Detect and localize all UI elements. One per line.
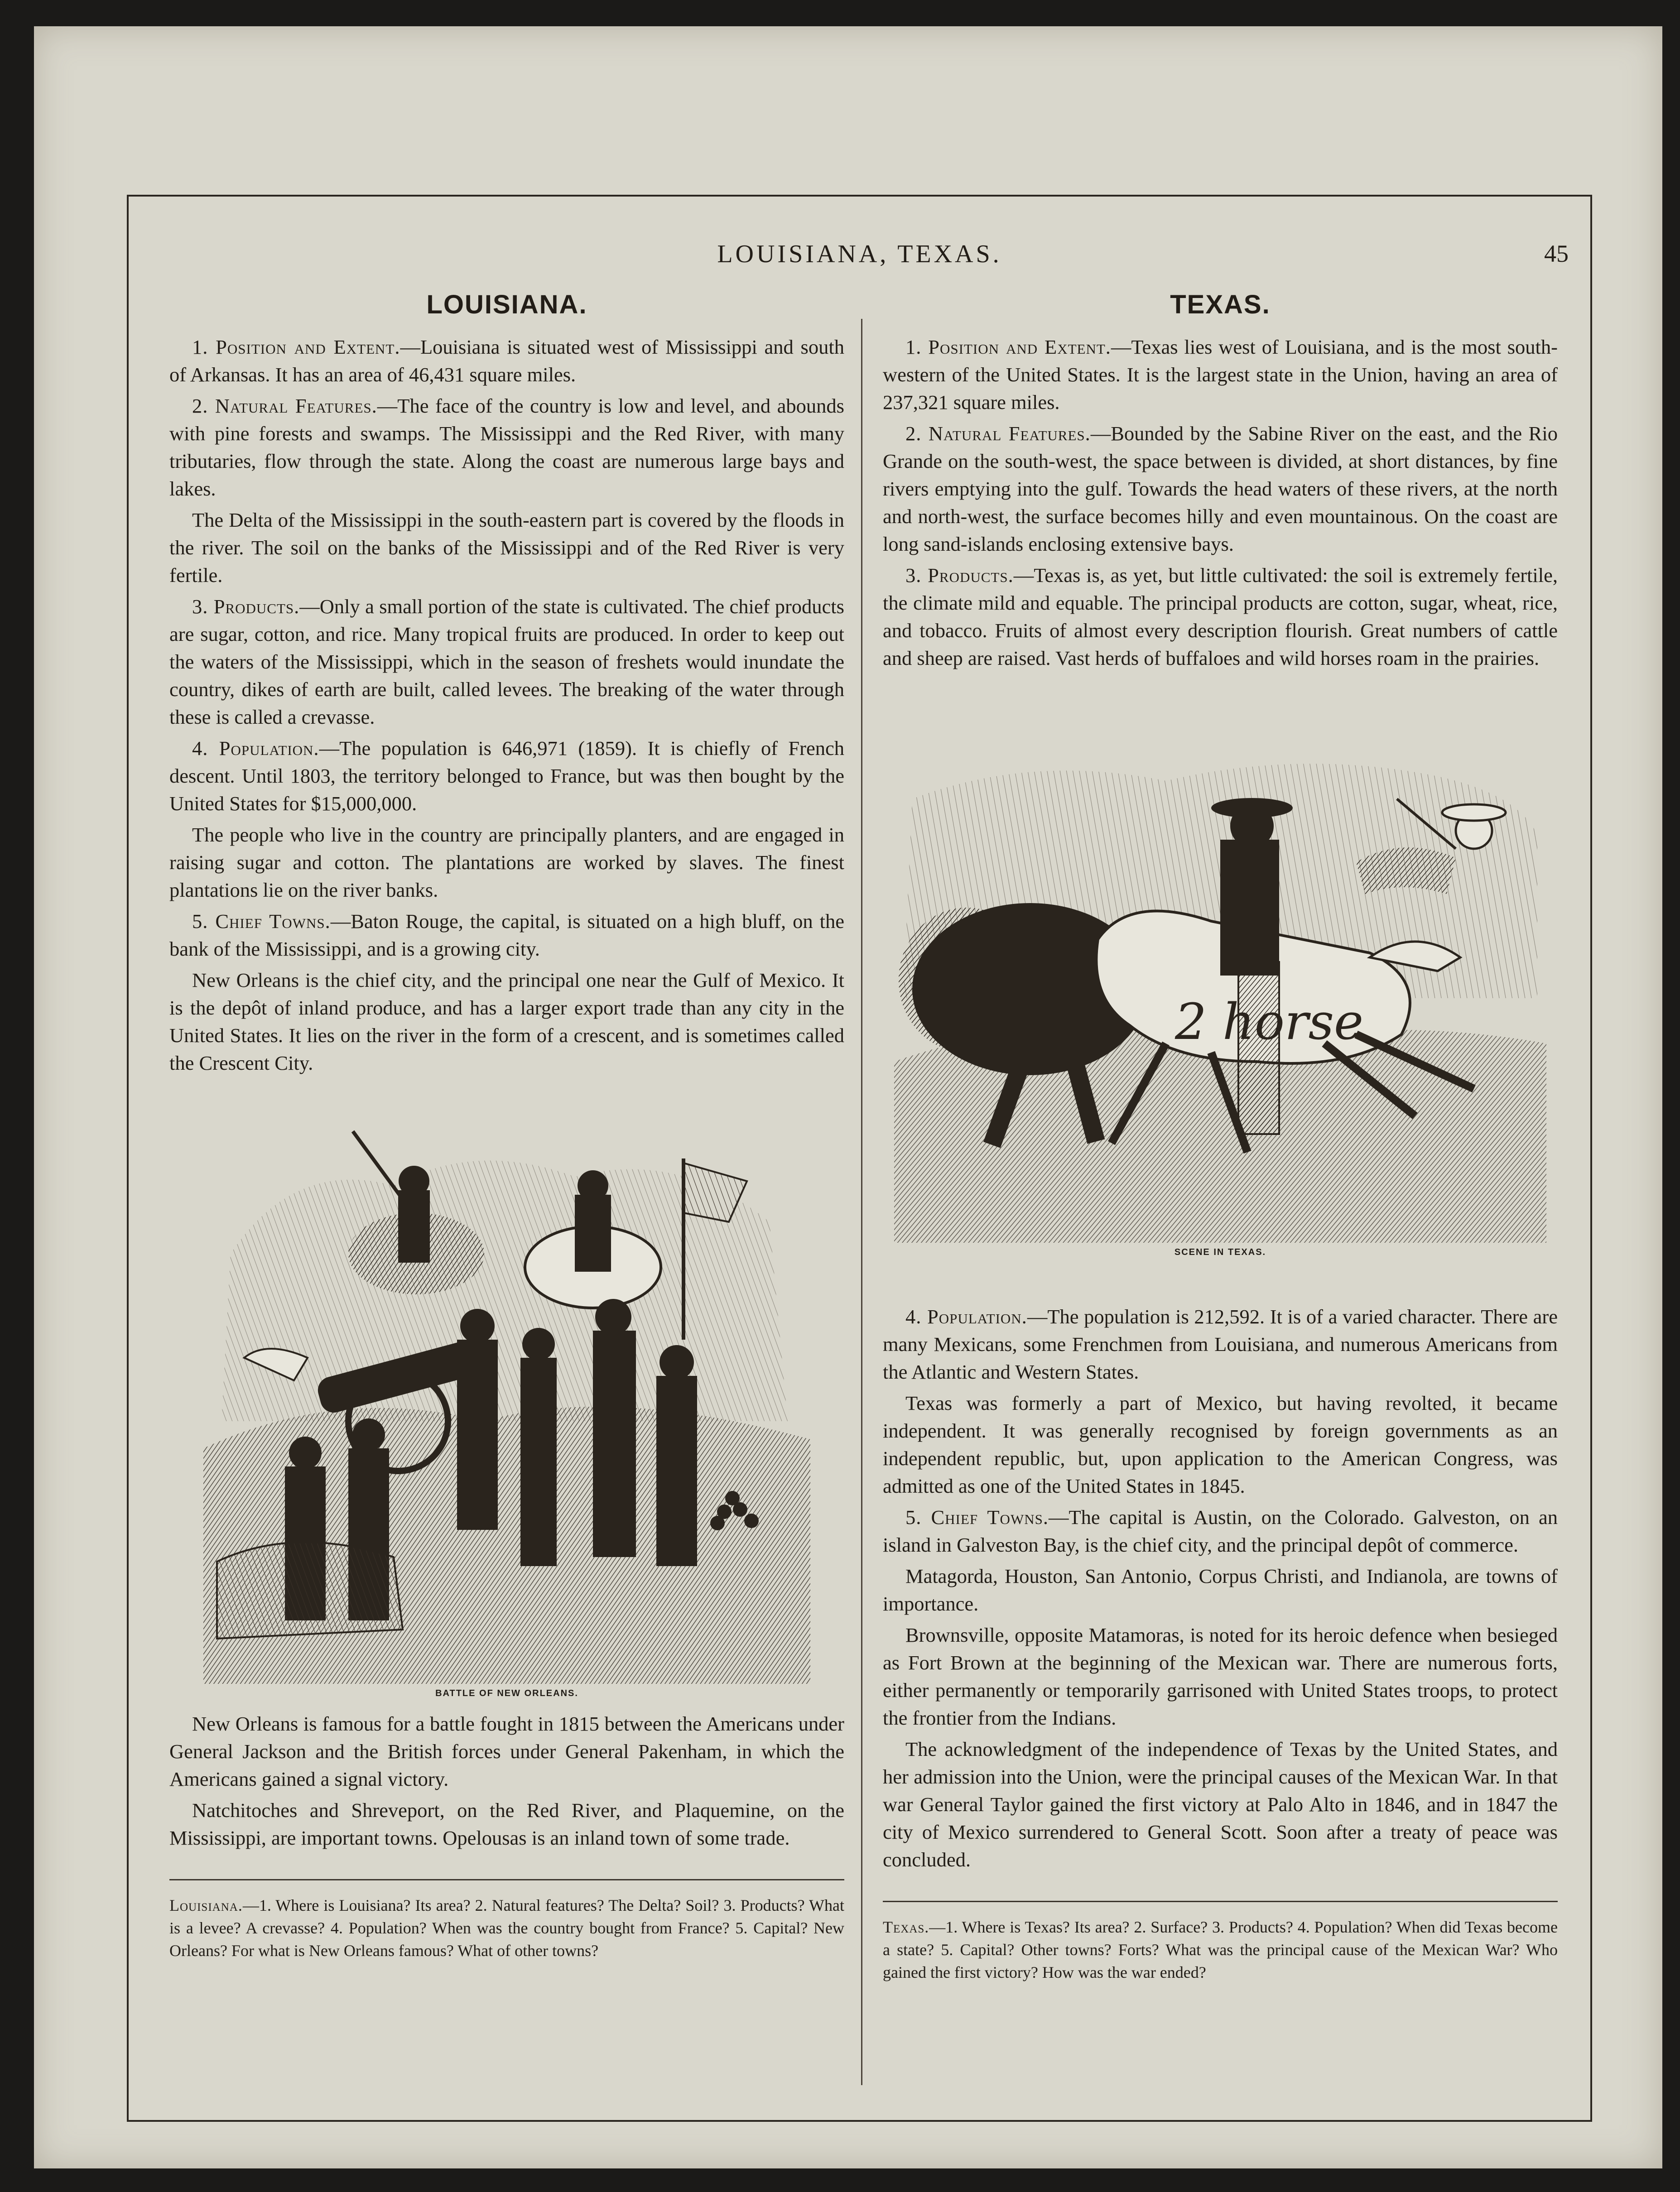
paragraph — [883, 1303, 1558, 1386]
paragraph-text: —Louisiana is situated west of Mississippi and south of Arkansas. It has an area of 46,431 square miles. — [169, 336, 844, 386]
questions-rule — [883, 1901, 1558, 1902]
paragraph-text: New Orleans is famous for a battle fought in 1815 between the Americans under General Jackson and the British forces under General Pakenham, in which the Americans gained a signal victory. — [169, 1712, 844, 1790]
paragraph — [169, 593, 844, 731]
questions-body: —1. Where is Texas? Its area? 2. Surface? 3. Products? 4. Population? When did Texas become a state? 5. Capital? Other towns? Forts? What was the principal cause of the Mexican War? Who gained the first victory? How was the war ended? — [883, 1918, 1558, 1981]
section-label: 3. Products. — [905, 564, 1014, 586]
texas-engraving-figure — [883, 745, 1558, 1258]
paragraph-text: —The population is 212,592. It is of a varied character. There are many Mexicans, some Frenchmen from Louisiana, and numerous Americans from the Atlantic and Western States. — [883, 1305, 1558, 1383]
paragraph-text: The people who live in the country are principally planters, and are engaged in raising sugar and cotton. The plantations are worked by slaves. The finest plantations lie on the river banks. — [169, 823, 844, 901]
paragraph-text: Natchitoches and Shreveport, on the Red River, and Plaquemine, on the Mississippi, are important towns. Opelousas is an inland town of some trade. — [169, 1799, 844, 1849]
book-page — [34, 26, 1662, 2168]
paragraph-text: —Baton Rouge, the capital, is situated on a high bluff, on the bank of the Mississippi, and is a growing city. — [169, 910, 844, 960]
paragraph-text: —Bounded by the Sabine River on the east, and the Rio Grande on the south-west, the space between is divided, at short distances, by fine rivers emptying into the gulf. Towards the head waters of these rivers, at the north and north-west, the surface becomes hilly and even mountainous. On the coast are long sand-islands enclosing extensive bays. — [883, 422, 1558, 555]
paragraph — [169, 908, 844, 963]
paragraph — [883, 1562, 1558, 1618]
questions-label: Texas. — [883, 1918, 929, 1936]
paragraph — [883, 562, 1558, 672]
questions-label: Louisiana. — [169, 1896, 243, 1914]
paragraph — [169, 1797, 844, 1852]
paragraph-text: —The face of the country is low and level, and abounds with pine forests and swamps. The Mississippi and the Red River, with many tributaries, flow through the state. Along the coast are numerous large bays and lakes. — [169, 394, 844, 500]
paragraph-text: —Only a small portion of the state is cultivated. The chief products are sugar, cotton, and rice. Many tropical fruits are produced. In order to keep out the waters of the Mississippi, which in the season of freshets would inundate the country, dikes of earth are built, called levees. The breaking of the water through these is called a crevasse. — [169, 595, 844, 728]
paragraph — [169, 392, 844, 503]
paragraph — [883, 1621, 1558, 1732]
paragraph-text: Brownsville, opposite Matamoras, is noted for its heroic defence when besieged as Fort Brown at the beginning of the Mexican war. There are numerous forts, either permanently or temporarily garrisoned with United States troops, to protect the frontier from the Indians. — [883, 1624, 1558, 1729]
paragraph-text: —Texas lies west of Louisiana, and is the most south-western of the United States. It is the largest state in the Union, having an area of 237,321 square miles. — [883, 336, 1558, 413]
handwritten-annotation: 2 horse — [1175, 993, 1364, 1051]
texas-column — [883, 289, 1558, 1987]
paragraph-text: New Orleans is the chief city, and the principal one near the Gulf of Mexico. It is the depôt of inland produce, and has a larger export trade than any city in the United States. It lies on the river in the form of a crescent, and is sometimes called the Crescent City. — [169, 969, 844, 1074]
paragraph-text: —Texas is, as yet, but little cultivated: the soil is extremely fertile, the climate mild and equable. The principal products are cotton, sugar, wheat, rice, and tobacco. Fruits of almost every description flourish. Great numbers of cattle and sheep are raised. Vast herds of buffaloes and wild horses roam in the prairies. — [883, 564, 1558, 669]
paragraph — [883, 420, 1558, 558]
questions-rule — [169, 1879, 844, 1880]
section-label: 1. Position and Extent. — [192, 336, 400, 358]
scene-in-texas-engraving — [894, 745, 1546, 1243]
louisiana-column — [169, 289, 844, 1966]
battle-figure-caption: BATTLE OF NEW ORLEANS. — [435, 1688, 578, 1698]
paragraph-text: The Delta of the Mississippi in the south-eastern part is covered by the floods in the river. The soil on the banks of the Mississippi and of the Red River is very fertile. — [169, 509, 844, 586]
paragraph — [169, 821, 844, 904]
paragraph — [169, 735, 844, 817]
running-title: LOUISIANA, TEXAS. — [717, 240, 1002, 268]
texas-figure-caption: SCENE IN TEXAS. — [1174, 1247, 1266, 1257]
paragraph — [169, 1710, 844, 1793]
battle-of-new-orleans-engraving — [203, 1104, 810, 1684]
questions-text — [883, 1916, 1558, 1984]
questions-text — [169, 1894, 844, 1962]
section-label: 3. Products. — [192, 595, 300, 618]
section-label: 1. Position and Extent. — [905, 336, 1111, 358]
paragraph — [883, 333, 1558, 416]
paragraph — [883, 1735, 1558, 1874]
paragraph-text: The acknowledgment of the independence of Texas by the United States, and her admission into the Union, were the principal causes of the Mexican War. In that war General Taylor gained the first victory at Palo Alto in 1846, and in 1847 the city of Mexico surrendered to General Scott. Soon after a treaty of peace was concluded. — [883, 1738, 1558, 1871]
paragraph-text: —The population is 646,971 (1859). It is chiefly of French descent. Until 1803, the territory belonged to France, but was then bought by the United States for $15,000,000. — [169, 737, 844, 815]
questions-body: —1. Where is Louisiana? Its area? 2. Natural features? The Delta? Soil? 3. Products? What is a levee? A crevasse? 4. Population? When was the country bought from France? 5. Capital? New Orleans? For what is New Orleans famous? What of other towns? — [169, 1896, 844, 1960]
paragraph — [169, 506, 844, 589]
page-number: 45 — [1544, 240, 1569, 267]
paragraph-text: Matagorda, Houston, San Antonio, Corpus Christi, and Indianola, are towns of importance. — [883, 1565, 1558, 1615]
paragraph — [883, 1389, 1558, 1500]
paragraph — [169, 966, 844, 1077]
page-frame — [127, 195, 1592, 2122]
texas-heading: TEXAS. — [1170, 290, 1271, 319]
paragraph — [169, 333, 844, 389]
louisiana-heading: LOUISIANA. — [426, 290, 587, 319]
battle-engraving-figure — [169, 1104, 844, 1699]
column-divider — [861, 319, 862, 2085]
section-label: 2. Natural Features. — [192, 394, 377, 417]
section-label: 5. Chief Towns. — [905, 1506, 1049, 1529]
section-label: 5. Chief Towns. — [192, 910, 331, 933]
paragraph-text: —The capital is Austin, on the Colorado. Galveston, on an island in Galveston Bay, is the chief city, and the principal depôt of commerce. — [883, 1506, 1558, 1556]
section-label: 4. Population. — [905, 1305, 1027, 1328]
texas-questions — [883, 1916, 1558, 1984]
section-label: 4. Population. — [192, 737, 319, 760]
paragraph-text: Texas was formerly a part of Mexico, but having revolted, it became independent. It was generally recognised by foreign governments as an independent republic, but, upon application to the American Congress, was admitted as one of the United States in 1845. — [883, 1392, 1558, 1497]
paragraph — [883, 1504, 1558, 1559]
section-label: 2. Natural Features. — [905, 422, 1091, 445]
louisiana-questions — [169, 1894, 844, 1962]
